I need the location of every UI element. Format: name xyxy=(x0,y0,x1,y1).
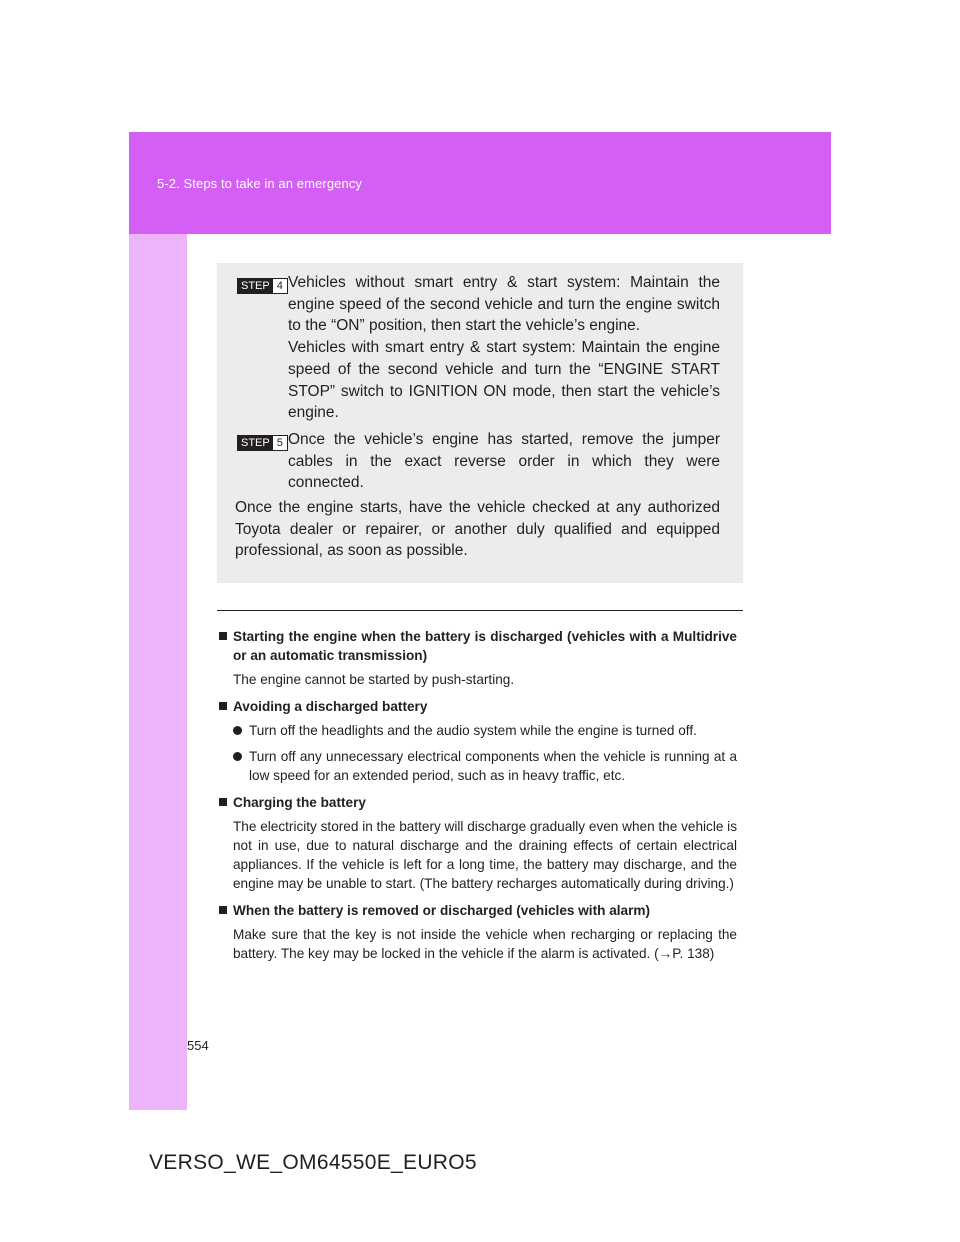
bullet-text: Turn off the headlights and the audio system while the engine is turned off. xyxy=(249,723,697,738)
info-heading xyxy=(217,793,737,812)
info-body: Make sure that the key is not inside the vehicle when recharging or replacing the battery. The key may be locked in the vehicle if the alarm is activated. (→P. 138) xyxy=(233,927,737,961)
step-paragraph: Vehicles without smart entry & start system: Maintain the engine speed of the second vehicle and turn the engine switch to the “ON” position, then start the vehicle’s engine. xyxy=(288,274,720,335)
page-number: 554 xyxy=(187,1038,209,1053)
info-heading-text: Avoiding a discharged battery xyxy=(233,699,428,714)
bullet-text: Turn off any unnecessary electrical components when the vehicle is running at a low speed for an extended period, such as in heavy traffic, etc. xyxy=(249,749,737,783)
info-item xyxy=(217,793,737,893)
info-heading-text: Charging the battery xyxy=(233,795,366,810)
step-badge-number: 5 xyxy=(273,436,287,450)
section-divider xyxy=(217,610,743,611)
square-bullet-icon xyxy=(219,798,227,806)
chapter-side-strip xyxy=(129,234,187,1110)
info-section xyxy=(217,627,737,963)
info-item xyxy=(217,627,737,689)
step-note: Once the engine starts, have the vehicle checked at any authorized Toyota dealer or repairer, or another duly qualified and equipped professional, as soon as possible. xyxy=(235,499,720,560)
step-text xyxy=(288,272,720,424)
info-heading xyxy=(217,697,737,716)
step-badge-label: STEP xyxy=(238,279,273,293)
step-paragraph: Vehicles with smart entry & start system: Maintain the engine speed of the second vehicle and turn the “ENGINE START STOP” switch to IGNITION ON mode, then start the vehicle’s engine. xyxy=(288,339,720,422)
document-code: VERSO_WE_OM64550E_EURO5 xyxy=(149,1151,477,1174)
step-badge xyxy=(237,435,288,451)
step-paragraph: Once the vehicle’s engine has started, remove the jumper cables in the exact reverse order in which they were connected. xyxy=(288,431,720,492)
info-body: The electricity stored in the battery will discharge gradually even when the vehicle is not in use, due to natural discharge and the draining effects of certain electrical appliances. If the vehicle is left for a long time, the battery may discharge, and the engine may be unable to start. (The battery recharges automatically during driving.) xyxy=(233,819,737,891)
info-heading xyxy=(217,901,737,920)
step-badge xyxy=(237,278,288,294)
info-body: The engine cannot be started by push-starting. xyxy=(233,672,515,687)
info-heading-text: Starting the engine when the battery is discharged (vehicles with a Multidrive or an automatic transmission) xyxy=(233,629,737,663)
square-bullet-icon xyxy=(219,632,227,640)
bullet-item xyxy=(233,747,737,785)
info-heading-text: When the battery is removed or discharged (vehicles with alarm) xyxy=(233,903,650,918)
step-text xyxy=(288,429,720,494)
step-badge-label: STEP xyxy=(238,436,273,450)
info-heading xyxy=(217,627,737,665)
step-badge-number: 4 xyxy=(273,279,287,293)
square-bullet-icon xyxy=(219,906,227,914)
info-item xyxy=(217,697,737,785)
section-title: 5-2. Steps to take in an emergency xyxy=(157,176,363,191)
info-item xyxy=(217,901,737,963)
round-bullet-icon xyxy=(233,726,242,735)
bullet-item xyxy=(233,721,737,740)
round-bullet-icon xyxy=(233,752,242,761)
square-bullet-icon xyxy=(219,702,227,710)
